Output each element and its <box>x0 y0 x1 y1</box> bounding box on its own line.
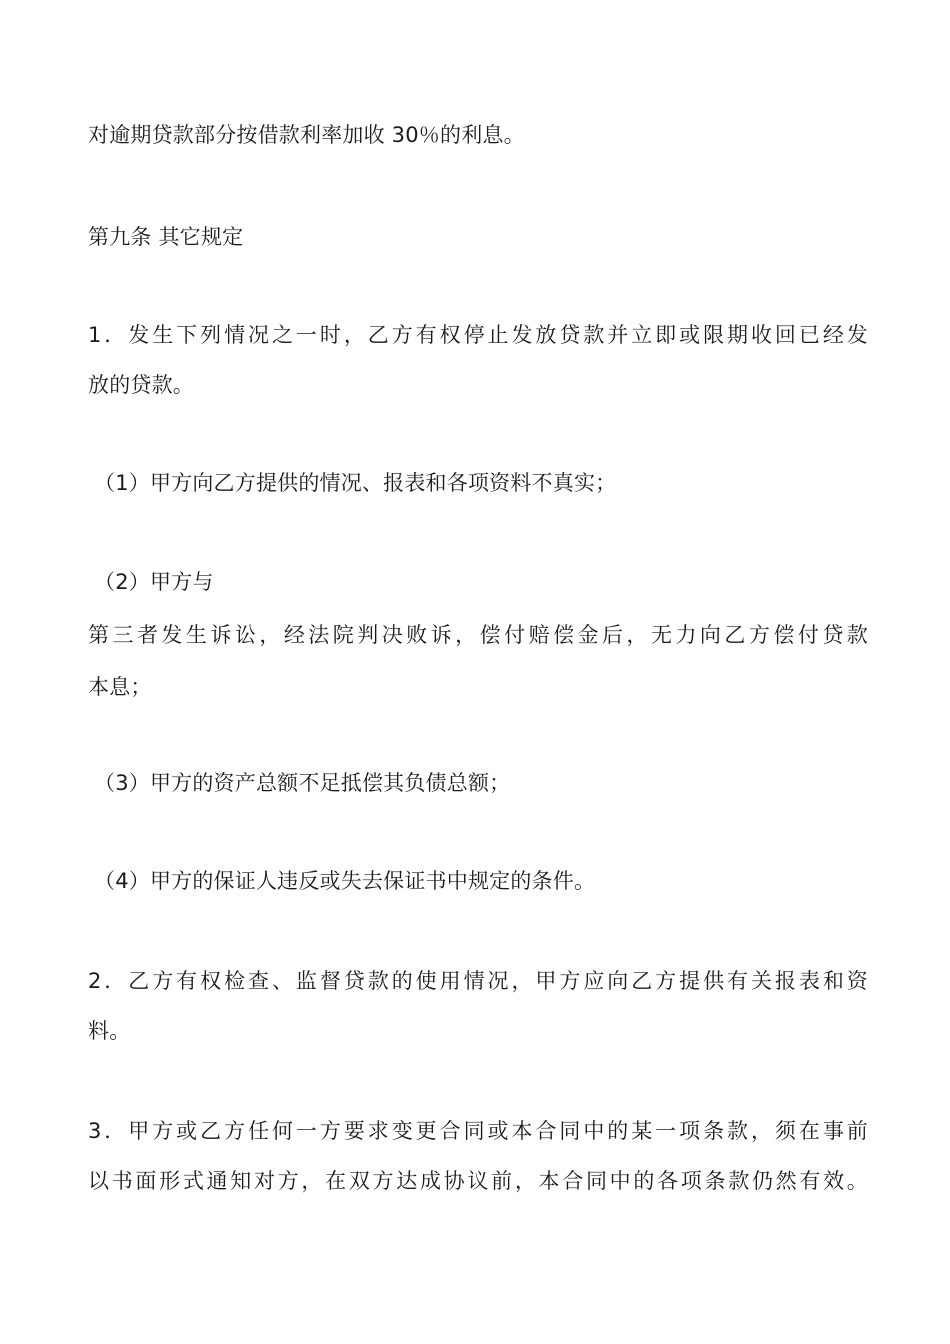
overdue-interest-clause: 对逾期贷款部分按借款利率加收 30％的利息。 <box>88 123 525 147</box>
clause-1-line-2: 放的贷款。 <box>88 373 194 397</box>
item-4: （4）甲方的保证人违反或失去保证书中规定的条件。 <box>94 869 596 893</box>
item-2-line-1: （2）甲方与 <box>94 570 214 594</box>
clause-3-line-2: 以书面形式通知对方，在双方达成协议前，本合同中的各项条款仍然有效。 <box>88 1169 868 1193</box>
clause-3-line-1: 3．甲方或乙方任何一方要求变更合同或本合同中的某一项条款，须在事前 <box>88 1119 868 1143</box>
article-nine-heading: 第九条 其它规定 <box>88 225 244 249</box>
item-2-line-2: 第三者发生诉讼，经法院判决败诉，偿付赔偿金后，无力向乙方偿付贷款 <box>88 623 868 647</box>
clause-1-line-1: 1．发生下列情况之一时，乙方有权停止发放贷款并立即或限期收回已经发 <box>88 323 868 347</box>
clause-2-line-1: 2．乙方有权检查、监督贷款的使用情况，甲方应向乙方提供有关报表和资 <box>88 969 868 993</box>
item-3: （3）甲方的资产总额不足抵偿其负债总额； <box>94 771 511 795</box>
item-2-line-3: 本息； <box>88 675 152 699</box>
clause-2-line-2: 料。 <box>88 1019 131 1043</box>
item-1: （1）甲方向乙方提供的情况、报表和各项资料不真实； <box>94 471 617 495</box>
